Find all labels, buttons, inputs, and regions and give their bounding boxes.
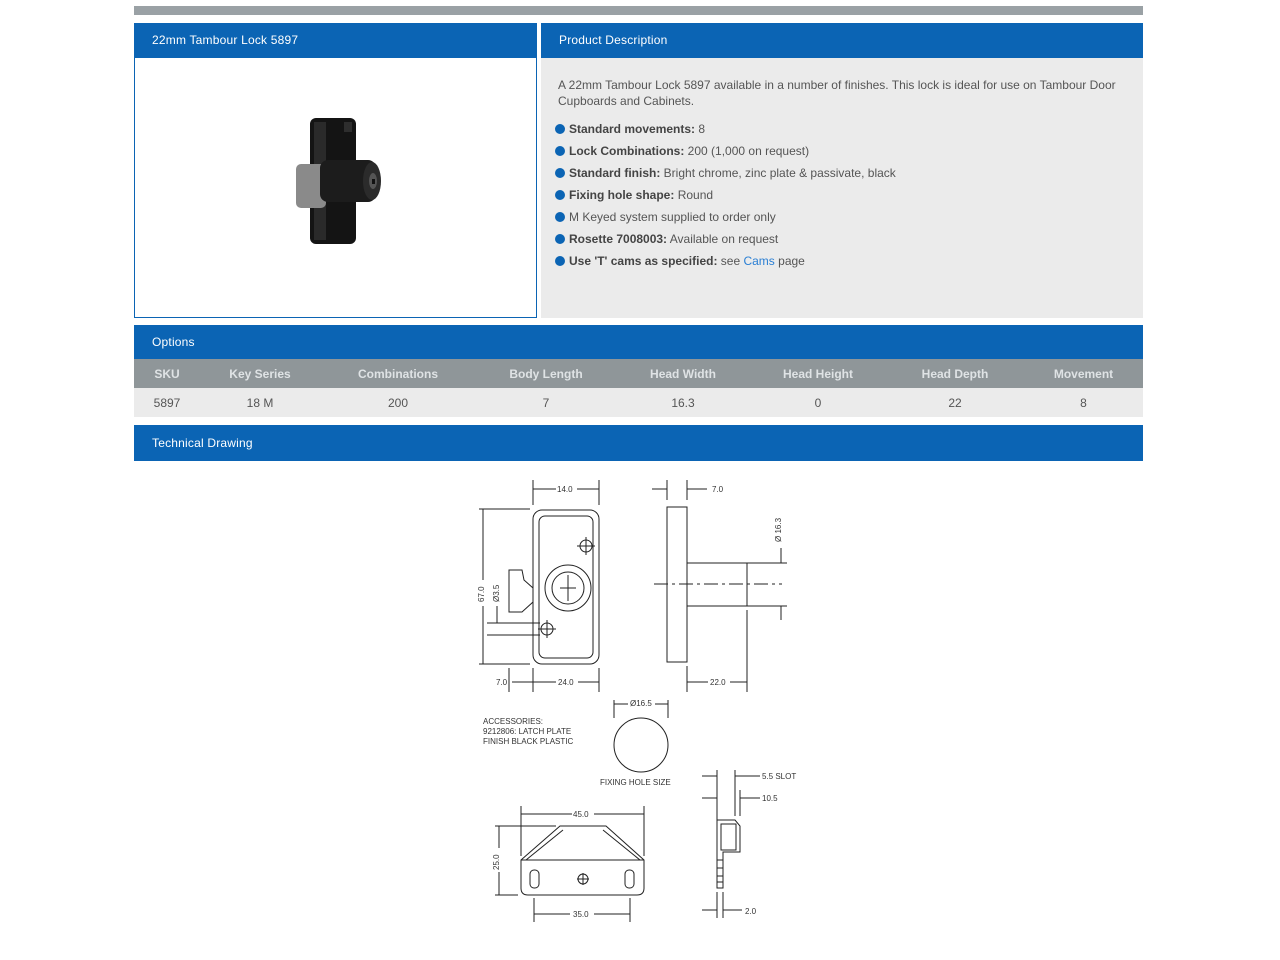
accessories-part: 9212806: LATCH PLATE bbox=[483, 727, 572, 736]
cams-link[interactable]: Cams bbox=[743, 254, 775, 268]
dim-24: 24.0 bbox=[558, 678, 574, 687]
technical-drawing bbox=[0, 462, 1280, 952]
technical-heading: Technical Drawing bbox=[134, 425, 1143, 461]
col-sku: SKU bbox=[134, 359, 200, 388]
dim-3-5: Ø3.5 bbox=[492, 584, 501, 602]
list-item: Standard movements: 8 bbox=[555, 120, 896, 142]
dim-10-5: 10.5 bbox=[762, 794, 778, 803]
list-item: Standard finish: Bright chrome, zinc plate & passivate, black bbox=[555, 164, 896, 186]
bullet-icon bbox=[555, 212, 565, 222]
dim-35: 35.0 bbox=[573, 910, 589, 919]
product-title: 22mm Tambour Lock 5897 bbox=[134, 23, 537, 58]
dim-2: 2.0 bbox=[745, 907, 757, 916]
options-heading: Options bbox=[134, 325, 1143, 359]
bullet-icon bbox=[555, 168, 565, 178]
accessories-label: ACCESSORIES: bbox=[483, 717, 544, 726]
dim-7-top: 7.0 bbox=[712, 485, 724, 494]
table-row bbox=[134, 388, 1143, 417]
col-head-height: Head Height bbox=[750, 359, 886, 388]
dim-14: 14.0 bbox=[557, 485, 573, 494]
col-key-series: Key Series bbox=[200, 359, 320, 388]
feature-list bbox=[555, 120, 896, 274]
dim-16-3: Ø 16.3 bbox=[774, 517, 783, 542]
bullet-icon bbox=[555, 124, 565, 134]
cell-head-depth: 22 bbox=[886, 388, 1024, 417]
col-body-length: Body Length bbox=[476, 359, 616, 388]
dim-25: 25.0 bbox=[492, 854, 501, 870]
list-item: Use 'T' cams as specified: see Cams page bbox=[555, 252, 896, 274]
accessories-finish: FINISH BLACK PLASTIC bbox=[483, 737, 574, 746]
list-item: Lock Combinations: 200 (1,000 on request) bbox=[555, 142, 896, 164]
options-table bbox=[134, 359, 1143, 417]
bullet-icon bbox=[555, 190, 565, 200]
cell-combinations: 200 bbox=[320, 388, 476, 417]
list-item: Fixing hole shape: Round bbox=[555, 186, 896, 208]
list-item: Rosette 7008003: Available on request bbox=[555, 230, 896, 252]
dim-45: 45.0 bbox=[573, 810, 589, 819]
cell-body-length: 7 bbox=[476, 388, 616, 417]
cell-movement: 8 bbox=[1024, 388, 1143, 417]
col-movement: Movement bbox=[1024, 359, 1143, 388]
cell-key-series: 18 M bbox=[200, 388, 320, 417]
col-head-width: Head Width bbox=[616, 359, 750, 388]
dim-67: 67.0 bbox=[477, 586, 486, 602]
table-header-row bbox=[134, 359, 1143, 388]
col-head-depth: Head Depth bbox=[886, 359, 1024, 388]
col-combinations: Combinations bbox=[320, 359, 476, 388]
product-photo bbox=[280, 110, 390, 250]
dim-7-bottom: 7.0 bbox=[496, 678, 508, 687]
list-item: M Keyed system supplied to order only bbox=[555, 208, 896, 230]
dim-22: 22.0 bbox=[710, 678, 726, 687]
cell-head-height: 0 bbox=[750, 388, 886, 417]
bullet-icon bbox=[555, 146, 565, 156]
dim-slot: 5.5 SLOT bbox=[762, 772, 797, 781]
dim-16-5: Ø16.5 bbox=[630, 699, 652, 708]
description-heading: Product Description bbox=[541, 23, 1143, 58]
cell-head-width: 16.3 bbox=[616, 388, 750, 417]
top-divider-bar bbox=[134, 6, 1143, 15]
cell-sku: 5897 bbox=[134, 388, 200, 417]
description-text: A 22mm Tambour Lock 5897 available in a number of finishes. This lock is ideal for use on Tambour Door Cupboards and Cabinets. bbox=[558, 78, 1116, 108]
fixing-hole-label: FIXING HOLE SIZE bbox=[600, 778, 671, 787]
bullet-icon bbox=[555, 234, 565, 244]
bullet-icon bbox=[555, 256, 565, 266]
